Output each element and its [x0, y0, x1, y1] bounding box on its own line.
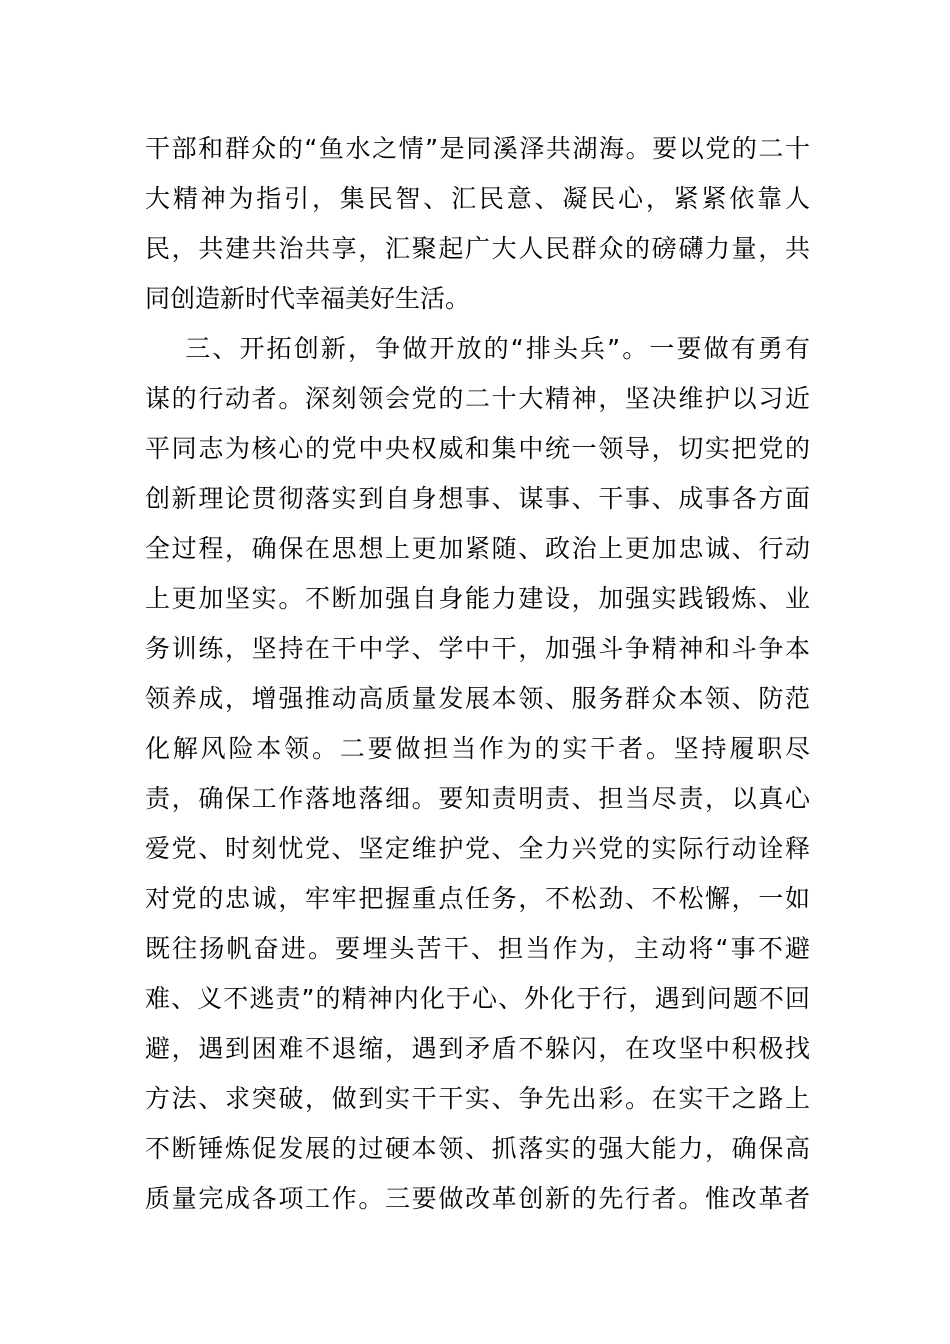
- text-line: 质量完成各项工作。三要做改革创新的先行者。惟改革者: [145, 1184, 810, 1213]
- text-line: 三、开拓创新，争做开放的“排头兵”。一要做有勇有: [145, 334, 810, 363]
- body-text: [145, 124, 810, 1224]
- text-line: 同创造新时代幸福美好生活。: [145, 284, 471, 313]
- text-line: 平同志为核心的党中央权威和集中统一领导，切实把党的: [145, 434, 810, 463]
- text-line: 领养成，增强推动高质量发展本领、服务群众本领、防范: [145, 684, 810, 713]
- text-line: 既往扬帆奋进。要埋头苦干、担当作为，主动将“事不避: [145, 934, 810, 963]
- text-line: 上更加坚实。不断加强自身能力建设，加强实践锻炼、业: [145, 584, 810, 613]
- text-line: 创新理论贯彻落实到自身想事、谋事、干事、成事各方面: [145, 484, 810, 513]
- text-line: 务训练，坚持在干中学、学中干，加强斗争精神和斗争本: [145, 634, 810, 663]
- text-line: 方法、求突破，做到实干干实、争先出彩。在实干之路上: [145, 1084, 810, 1113]
- text-line: 对党的忠诚，牢牢把握重点任务，不松劲、不松懈，一如: [145, 884, 810, 913]
- text-line: 不断锤炼促发展的过硬本领、抓落实的强大能力，确保高: [145, 1134, 810, 1163]
- text-line: 大精神为指引，集民智、汇民意、凝民心，紧紧依靠人: [145, 184, 810, 213]
- text-line: 谋的行动者。深刻领会党的二十大精神，坚决维护以习近: [145, 384, 810, 413]
- text-line: 干部和群众的“鱼水之情”是同溪泽共湖海。要以党的二十: [145, 134, 810, 163]
- text-line: 避，遇到困难不退缩，遇到矛盾不躲闪，在攻坚中积极找: [145, 1034, 810, 1063]
- text-line: 全过程，确保在思想上更加紧随、政治上更加忠诚、行动: [145, 534, 810, 563]
- text-line: 责，确保工作落地落细。要知责明责、担当尽责，以真心: [145, 784, 810, 813]
- text-line: 爱党、时刻忧党、坚定维护党、全力兴党的实际行动诠释: [145, 834, 810, 863]
- text-line: 化解风险本领。二要做担当作为的实干者。坚持履职尽: [145, 734, 810, 763]
- text-line: 难、义不逃责”的精神内化于心、外化于行，遇到问题不回: [145, 984, 810, 1013]
- text-line: 民，共建共治共享，汇聚起广大人民群众的磅礴力量，共: [145, 234, 810, 263]
